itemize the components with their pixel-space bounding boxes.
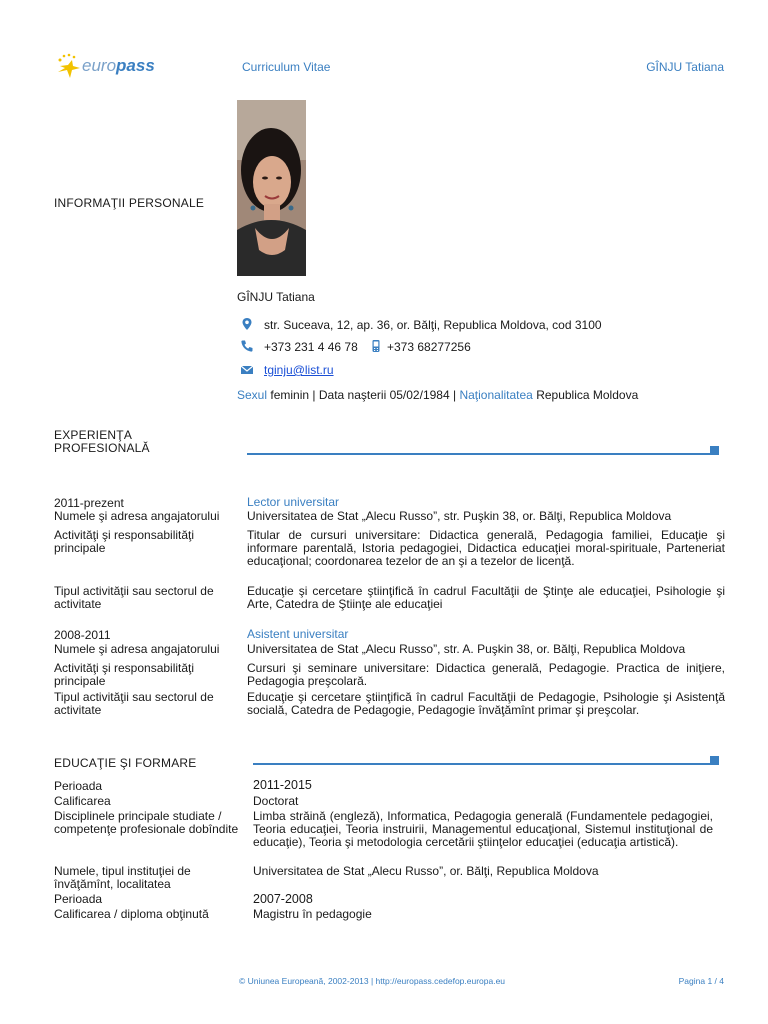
edu-value: 2011-2015 bbox=[253, 778, 312, 792]
phone-text: +373 231 4 46 78 bbox=[264, 340, 358, 354]
job-position: Asistent universitar bbox=[247, 627, 349, 641]
edu-label: Perioada bbox=[54, 892, 103, 906]
footer-page-number: Pagina 1 / 4 bbox=[678, 976, 724, 986]
edu-label: Calificarea / diploma obţinută bbox=[54, 907, 209, 921]
edu-value: 2007-2008 bbox=[253, 892, 313, 906]
location-pin-icon bbox=[240, 317, 254, 334]
logo-prefix: euro bbox=[82, 56, 117, 75]
section-title-line: EXPERIENŢA bbox=[54, 428, 133, 442]
label-line: principale bbox=[54, 541, 106, 555]
employer-label: Numele şi adresa angajatorului bbox=[54, 509, 220, 523]
mobile-phone-icon bbox=[369, 339, 383, 356]
sex-value: feminin bbox=[270, 388, 310, 402]
edu-label: Disciplinele principale studiate / competenţe profesionale dobîndite bbox=[54, 809, 239, 836]
section-rule-end bbox=[710, 756, 719, 765]
phone-icon bbox=[240, 339, 254, 356]
nationality-label: Naţionalitatea bbox=[459, 388, 533, 402]
label-line: Tipul activităţii sau sectorul de bbox=[54, 690, 214, 704]
edu-value: Magistru în pedagogie bbox=[253, 907, 372, 921]
section-title-personal: INFORMAŢII PERSONALE bbox=[54, 196, 205, 210]
job-period: 2008-2011 bbox=[54, 628, 111, 642]
sex-label: Sexul bbox=[237, 388, 268, 402]
activities-label bbox=[54, 662, 194, 688]
section-title-experience bbox=[54, 429, 150, 455]
mobile-text: +373 68277256 bbox=[387, 340, 471, 354]
edu-label: Calificarea bbox=[54, 794, 111, 808]
footer-years-url: , 2002-2013 | http://europass.cedefop.europa.eu bbox=[323, 976, 506, 986]
sector-label bbox=[54, 585, 214, 611]
edu-label: Perioada bbox=[54, 779, 103, 793]
label-line: Activităţi şi responsabilităţi bbox=[54, 661, 195, 675]
employer-value: Universitatea de Stat „Alecu Russo”, str. A. Puşkin 38, or. Bălţi, Republica Moldova bbox=[247, 642, 686, 656]
logo-suffix: pass bbox=[116, 56, 155, 75]
label-line: principale bbox=[54, 674, 106, 688]
section-title-education: EDUCAŢIE ŞI FORMARE bbox=[54, 756, 197, 770]
edu-value: Doctorat bbox=[253, 794, 299, 808]
europass-wordmark bbox=[82, 56, 155, 76]
sector-label bbox=[54, 691, 214, 717]
activities-label bbox=[54, 529, 194, 555]
europass-star-icon bbox=[54, 52, 84, 82]
cv-title: Curriculum Vitae bbox=[242, 60, 331, 74]
separator: | bbox=[312, 388, 316, 402]
section-rule bbox=[247, 453, 713, 455]
label-line: Tipul activităţii sau sectorul de bbox=[54, 584, 214, 598]
email-icon bbox=[240, 363, 254, 380]
activities-value: Cursuri şi seminare universitare: Didactica generală, Pedagogie. Practica de iniţiere, Pedagogia preşcolară. bbox=[247, 661, 725, 688]
section-rule bbox=[253, 763, 713, 765]
nationality-value: Republica Moldova bbox=[536, 388, 639, 402]
job-period: 2011-prezent bbox=[54, 496, 124, 510]
edu-value: Universitatea de Stat „Alecu Russo”, or. Bălţi, Republica Moldova bbox=[253, 864, 599, 878]
employer-label: Numele şi adresa angajatorului bbox=[54, 642, 220, 656]
edu-label: Numele, tipul instituţiei de învăţămînt, localitatea bbox=[54, 864, 191, 891]
sector-value: Educaţie şi cercetare ştiinţifică în cadrul Facultăţii de Pedagogie, Psihologie şi Asistenţă socială, Catedra de Pedagogie, Pedagogie învăţămînt primar şi preşcolar. bbox=[247, 690, 725, 717]
sector-value: Educaţie şi cercetare ştiinţifică în cadrul Facultăţii de Ştinţe ale educaţiei, Psihologie şi Arte, Catedra de Ştiinţe ale educaţiei bbox=[247, 584, 725, 611]
footer-copyright-owner: © Uniunea Europeană bbox=[239, 976, 324, 986]
job-position: Lector universitar bbox=[247, 495, 340, 509]
activities-value: Titular de cursuri universitare: Didactica generală, Pedagogia familiei, Educaţie şi informare parentală, Istoria pedagogiei, Didactica educaţiei moral-spirituale, Parteneriat educaţional; coordonarea tezelor de an şi a tezelor de licenţă. bbox=[247, 528, 725, 568]
header-name: GÎNJU Tatiana bbox=[646, 60, 724, 74]
label-line: activitate bbox=[54, 703, 102, 717]
label-line: activitate bbox=[54, 597, 102, 611]
address-text: str. Suceava, 12, ap. 36, or. Bălţi, Republica Moldova, cod 3100 bbox=[264, 318, 602, 332]
profile-photo bbox=[237, 100, 306, 276]
employer-value: Universitatea de Stat „Alecu Russo”, str. Puşkin 38, or. Bălţi, Republica Moldova bbox=[247, 509, 672, 523]
personal-details-line bbox=[237, 388, 638, 402]
label-line: Activităţi şi responsabilităţi bbox=[54, 528, 195, 542]
full-name: GÎNJU Tatiana bbox=[237, 290, 315, 304]
section-rule-end bbox=[710, 446, 719, 455]
footer-copyright bbox=[239, 976, 505, 986]
email-link[interactable]: tginju@list.ru bbox=[264, 363, 334, 377]
edu-value: Limba străină (engleză), Informatica, Pedagogia generală (Fundamentele pedagogiei, Teoria educaţiei, Teoria instruirii, Managementul educaţional, Sistemul instituţional de educaţie), Teoria şi metodologia cercetării ştiinţelor educaţiei (educaţia artistică). bbox=[253, 809, 713, 849]
birth-date: Data naşterii 05/02/1984 bbox=[318, 388, 450, 402]
section-title-line: PROFESIONALĂ bbox=[54, 441, 150, 455]
separator: | bbox=[452, 388, 457, 402]
